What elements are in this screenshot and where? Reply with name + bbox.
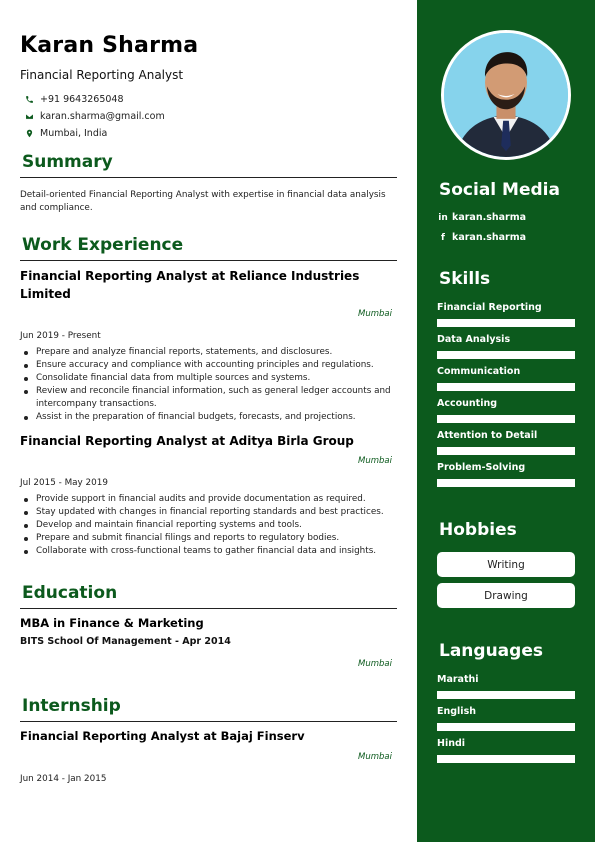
- education-heading: Education: [22, 583, 118, 603]
- job-location: Mumbai: [358, 456, 392, 466]
- linkedin-icon: in: [438, 212, 448, 223]
- skill-label: Financial Reporting: [437, 302, 542, 313]
- language-label: Hindi: [437, 738, 466, 749]
- job-title: Financial Reporting Analyst at Reliance Industries Limited: [20, 269, 360, 301]
- languages-heading: Languages: [439, 641, 543, 661]
- phone-icon: [22, 93, 36, 105]
- education-degree: MBA in Finance & Marketing: [20, 616, 204, 630]
- summary-heading: Summary: [22, 152, 113, 172]
- internship-location: Mumbai: [358, 752, 392, 762]
- skill-label: Data Analysis: [437, 334, 511, 345]
- social-facebook[interactable]: [437, 232, 526, 243]
- internship-role: Financial Reporting Analyst at Bajaj Finserv: [20, 729, 305, 743]
- skill-label: Communication: [437, 366, 521, 377]
- contact-phone: [22, 93, 124, 105]
- list-item: Develop and maintain financial reporting systems and tools.: [20, 519, 398, 532]
- skills-heading: Skills: [439, 269, 491, 289]
- phone-text: +91 9643265048: [40, 93, 124, 105]
- list-item: Review and reconcile financial information, such as general ledger accounts and intercompany transactions.: [20, 385, 398, 411]
- skill-bar: [437, 479, 575, 487]
- skill-bar: [437, 351, 575, 359]
- internship-dates: Jun 2014 - Jan 2015: [20, 774, 107, 784]
- internship-divider: [20, 721, 397, 722]
- facebook-icon: f: [441, 232, 445, 243]
- work-heading: Work Experience: [22, 235, 184, 255]
- skill-bar: [437, 415, 575, 423]
- social-linkedin[interactable]: [437, 212, 526, 223]
- language-bar: [437, 723, 575, 731]
- skill-label: Accounting: [437, 398, 498, 409]
- summary-divider: [20, 177, 397, 178]
- email-icon: [22, 110, 36, 122]
- skill-bar: [437, 383, 575, 391]
- language-label: Marathi: [437, 674, 479, 685]
- skill-bar: [437, 447, 575, 455]
- job-location: Mumbai: [358, 309, 392, 319]
- language-bar: [437, 755, 575, 763]
- hobby-chip: Drawing: [437, 583, 575, 608]
- education-school: BITS School Of Management - Apr 2014: [20, 636, 231, 647]
- skill-label: Problem-Solving: [437, 462, 526, 473]
- hobbies-heading: Hobbies: [439, 520, 517, 540]
- work-divider: [20, 260, 397, 261]
- list-item: Prepare and submit financial filings and reports to regulatory bodies.: [20, 532, 398, 545]
- list-item: Provide support in financial audits and provide documentation as required.: [20, 493, 398, 506]
- map-pin-icon: [22, 127, 36, 139]
- language-label: English: [437, 706, 476, 717]
- skill-label: Attention to Detail: [437, 430, 538, 441]
- candidate-role: Financial Reporting Analyst: [20, 68, 184, 82]
- list-item: Consolidate financial data from multiple sources and systems.: [20, 372, 398, 385]
- sidebar: [417, 0, 595, 842]
- job-duties: [20, 346, 398, 424]
- social-heading: Social Media: [439, 180, 560, 200]
- list-item: Collaborate with cross-functional teams to gather financial data and insights.: [20, 545, 398, 558]
- job-dates: Jul 2015 - May 2019: [20, 478, 108, 488]
- language-bar: [437, 691, 575, 699]
- education-divider: [20, 608, 397, 609]
- profile-photo-illustration: [444, 33, 568, 157]
- linkedin-handle: karan.sharma: [452, 212, 527, 223]
- list-item: Prepare and analyze financial reports, statements, and disclosures.: [20, 346, 398, 359]
- candidate-name: Karan Sharma: [20, 33, 199, 58]
- list-item: Assist in the preparation of financial budgets, forecasts, and projections.: [20, 411, 398, 424]
- list-item: Ensure accuracy and compliance with accounting principles and regulations.: [20, 359, 398, 372]
- contact-email: [22, 110, 165, 122]
- job-title: Financial Reporting Analyst at Aditya Birla Group: [20, 434, 354, 448]
- job-duties: [20, 493, 398, 558]
- location-text: Mumbai, India: [40, 127, 108, 139]
- education-location: Mumbai: [358, 659, 392, 669]
- internship-heading: Internship: [22, 696, 121, 716]
- hobby-chip: Writing: [437, 552, 575, 577]
- facebook-handle: karan.sharma: [452, 232, 527, 243]
- skill-bar: [437, 319, 575, 327]
- email-text: karan.sharma@gmail.com: [40, 110, 165, 122]
- contact-location: [22, 127, 107, 139]
- list-item: Stay updated with changes in financial reporting standards and best practices.: [20, 506, 398, 519]
- profile-photo: [441, 30, 571, 160]
- job-dates: Jun 2019 - Present: [20, 331, 101, 341]
- summary-text: Detail-oriented Financial Reporting Analyst with expertise in financial data analysis and compliance.: [20, 190, 386, 213]
